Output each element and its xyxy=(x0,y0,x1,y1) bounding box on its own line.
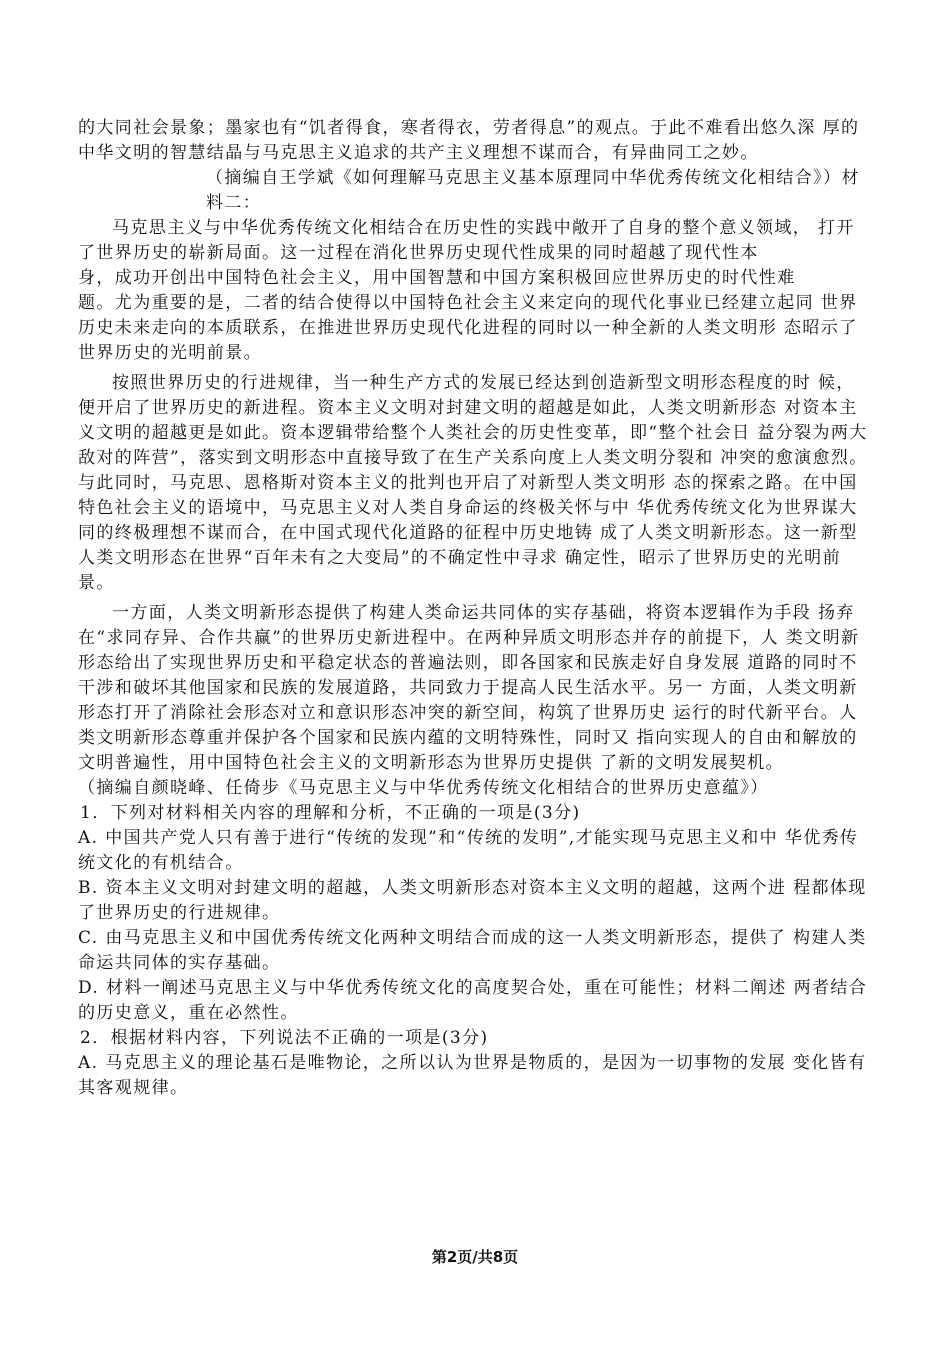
question-1 xyxy=(78,801,870,1026)
paragraph-material-one-end: 的大同社会景象；墨家也有“饥者得食，寒者得衣，劳者得息”的观点。于此不难看出悠久深 厚的中华文明的智慧结晶与马克思主义追求的共产主义理想不谋而合，有异曲同工之妙。 xyxy=(78,118,860,163)
option-a: A. 中国共产党人只有善于进行“传统的发现”和“传统的发明”,才能实现马克思主义和中 华优秀传统文化的有机结合。 xyxy=(78,828,859,873)
source-citation-one: （摘编自王学斌《如何理解马克思主义基本原理同中华优秀传统文化相结合》）材料二： xyxy=(206,168,860,213)
paragraph-material-two-c: 题。尤为重要的是，二者的结合使得以中国特色社会主义来定向的现代化事业已经建立起同 世界历史未来走向的本质联系，在推进世界历史现代化进程的同时以一种全新的人类文明形 态昭示了世界历史的光明前景。 xyxy=(78,293,858,363)
source-citation-two: （摘编自颜晓峰、任倚步《马克思主义与中华优秀传统文化相结合的世界历史意蕴》） xyxy=(78,778,769,798)
paragraph-material-two-d: 按照世界历史的行进规律，当一种生产方式的发展已经达到创造新型文明形态程度的时 候，便开启了世界历史的新进程。资本主义文明对封建文明的超越是如此，人类文明新形态 对资本主义文明的超越更是如此。资本逻辑带给整个人类社会的历史性变革，即“整个社会日 益分裂为两大敌对的阵营”，落实到文明形态中直接导致了在生产关系向度上人类文明分裂和 冲突的愈演愈烈。与此同时，马克思、恩格斯对资本主义的批判也开启了对新型人类文明形 态的探索之路。在中国特色社会主义的语境中，马克思主义对人类自身命运的终极关怀与中 华优秀传统文化为世界谋大同的终极理想不谋而合，在中国式现代化道路的征程中历史地铸 成了人类文明新形态。这一新型人类文明形态在世界“百年未有之大变局”的不确定性中寻求 确定性，昭示了世界历史的光明前景。 xyxy=(78,373,868,593)
question-stem: 1．下列对材料相关内容的理解和分析，不正确的一项是(3分) xyxy=(80,803,581,823)
option-d: D. 材料一阐述马克思主义与中华优秀传统文化的高度契合处，重在可能性；材料二阐述 两者结合的历史意义，重在必然性。 xyxy=(78,978,868,1023)
paragraph-material-two-b: 身，成功开创出中国特色社会主义，用中国智慧和中国方案积极回应世界历史的时代性难 xyxy=(78,268,796,288)
question-2 xyxy=(78,1026,870,1101)
question-stem: 2．根据材料内容，下列说法不正确的一项是(3分) xyxy=(80,1028,489,1048)
option-b: B. 资本主义文明对封建文明的超越，人类文明新形态对资本主义文明的超越，这两个进 程都体现了世界历史的行进规律。 xyxy=(78,878,867,923)
paragraph-material-two-e: 一方面，人类文明新形态提供了构建人类命运共同体的实存基础，将资本逻辑作为手段 扬弃在“求同存异、合作共赢”的世界历史新进程中。在两种异质文明形态并存的前提下，人 类文明新形态给出了实现世界历史和平稳定状态的普遍法则，即各国家和民族走好自身发展 道路的同时不干涉和破坏其他国家和民族的发展道路，共同致力于提高人民生活水平。另一 方面，人类文明新形态打开了消除社会形态对立和意识形态冲突的新空间，构筑了世界历史 运行的时代新平台。人类文明新形态尊重并保护各个国家和民族内蕴的文明特殊性，同时又 指向实现人的自由和解放的文明普遍性，用中国特色社会主义的文明新形态为世界历史提供 了新的文明发展契机。 xyxy=(78,603,860,773)
paragraph-material-two-a: 马克思主义与中华优秀传统文化相结合在历史性的实践中敞开了自身的整个意义领域， 打开了世界历史的崭新局面。这一过程在消化世界历史现代性成果的同时超越了现代性本 xyxy=(78,218,855,263)
reading-material xyxy=(78,116,870,1101)
option-c: C. 由马克思主义和中国优秀传统文化两种文明结合而成的这一人类文明新形态，提供了 构建人类命运共同体的实存基础。 xyxy=(78,928,867,973)
page-number: 第2页/共8页 xyxy=(431,1248,519,1266)
option-a: A. 马克思主义的理论基石是唯物论，之所以认为世界是物质的，是因为一切事物的发展 变化皆有其客观规律。 xyxy=(78,1053,867,1098)
